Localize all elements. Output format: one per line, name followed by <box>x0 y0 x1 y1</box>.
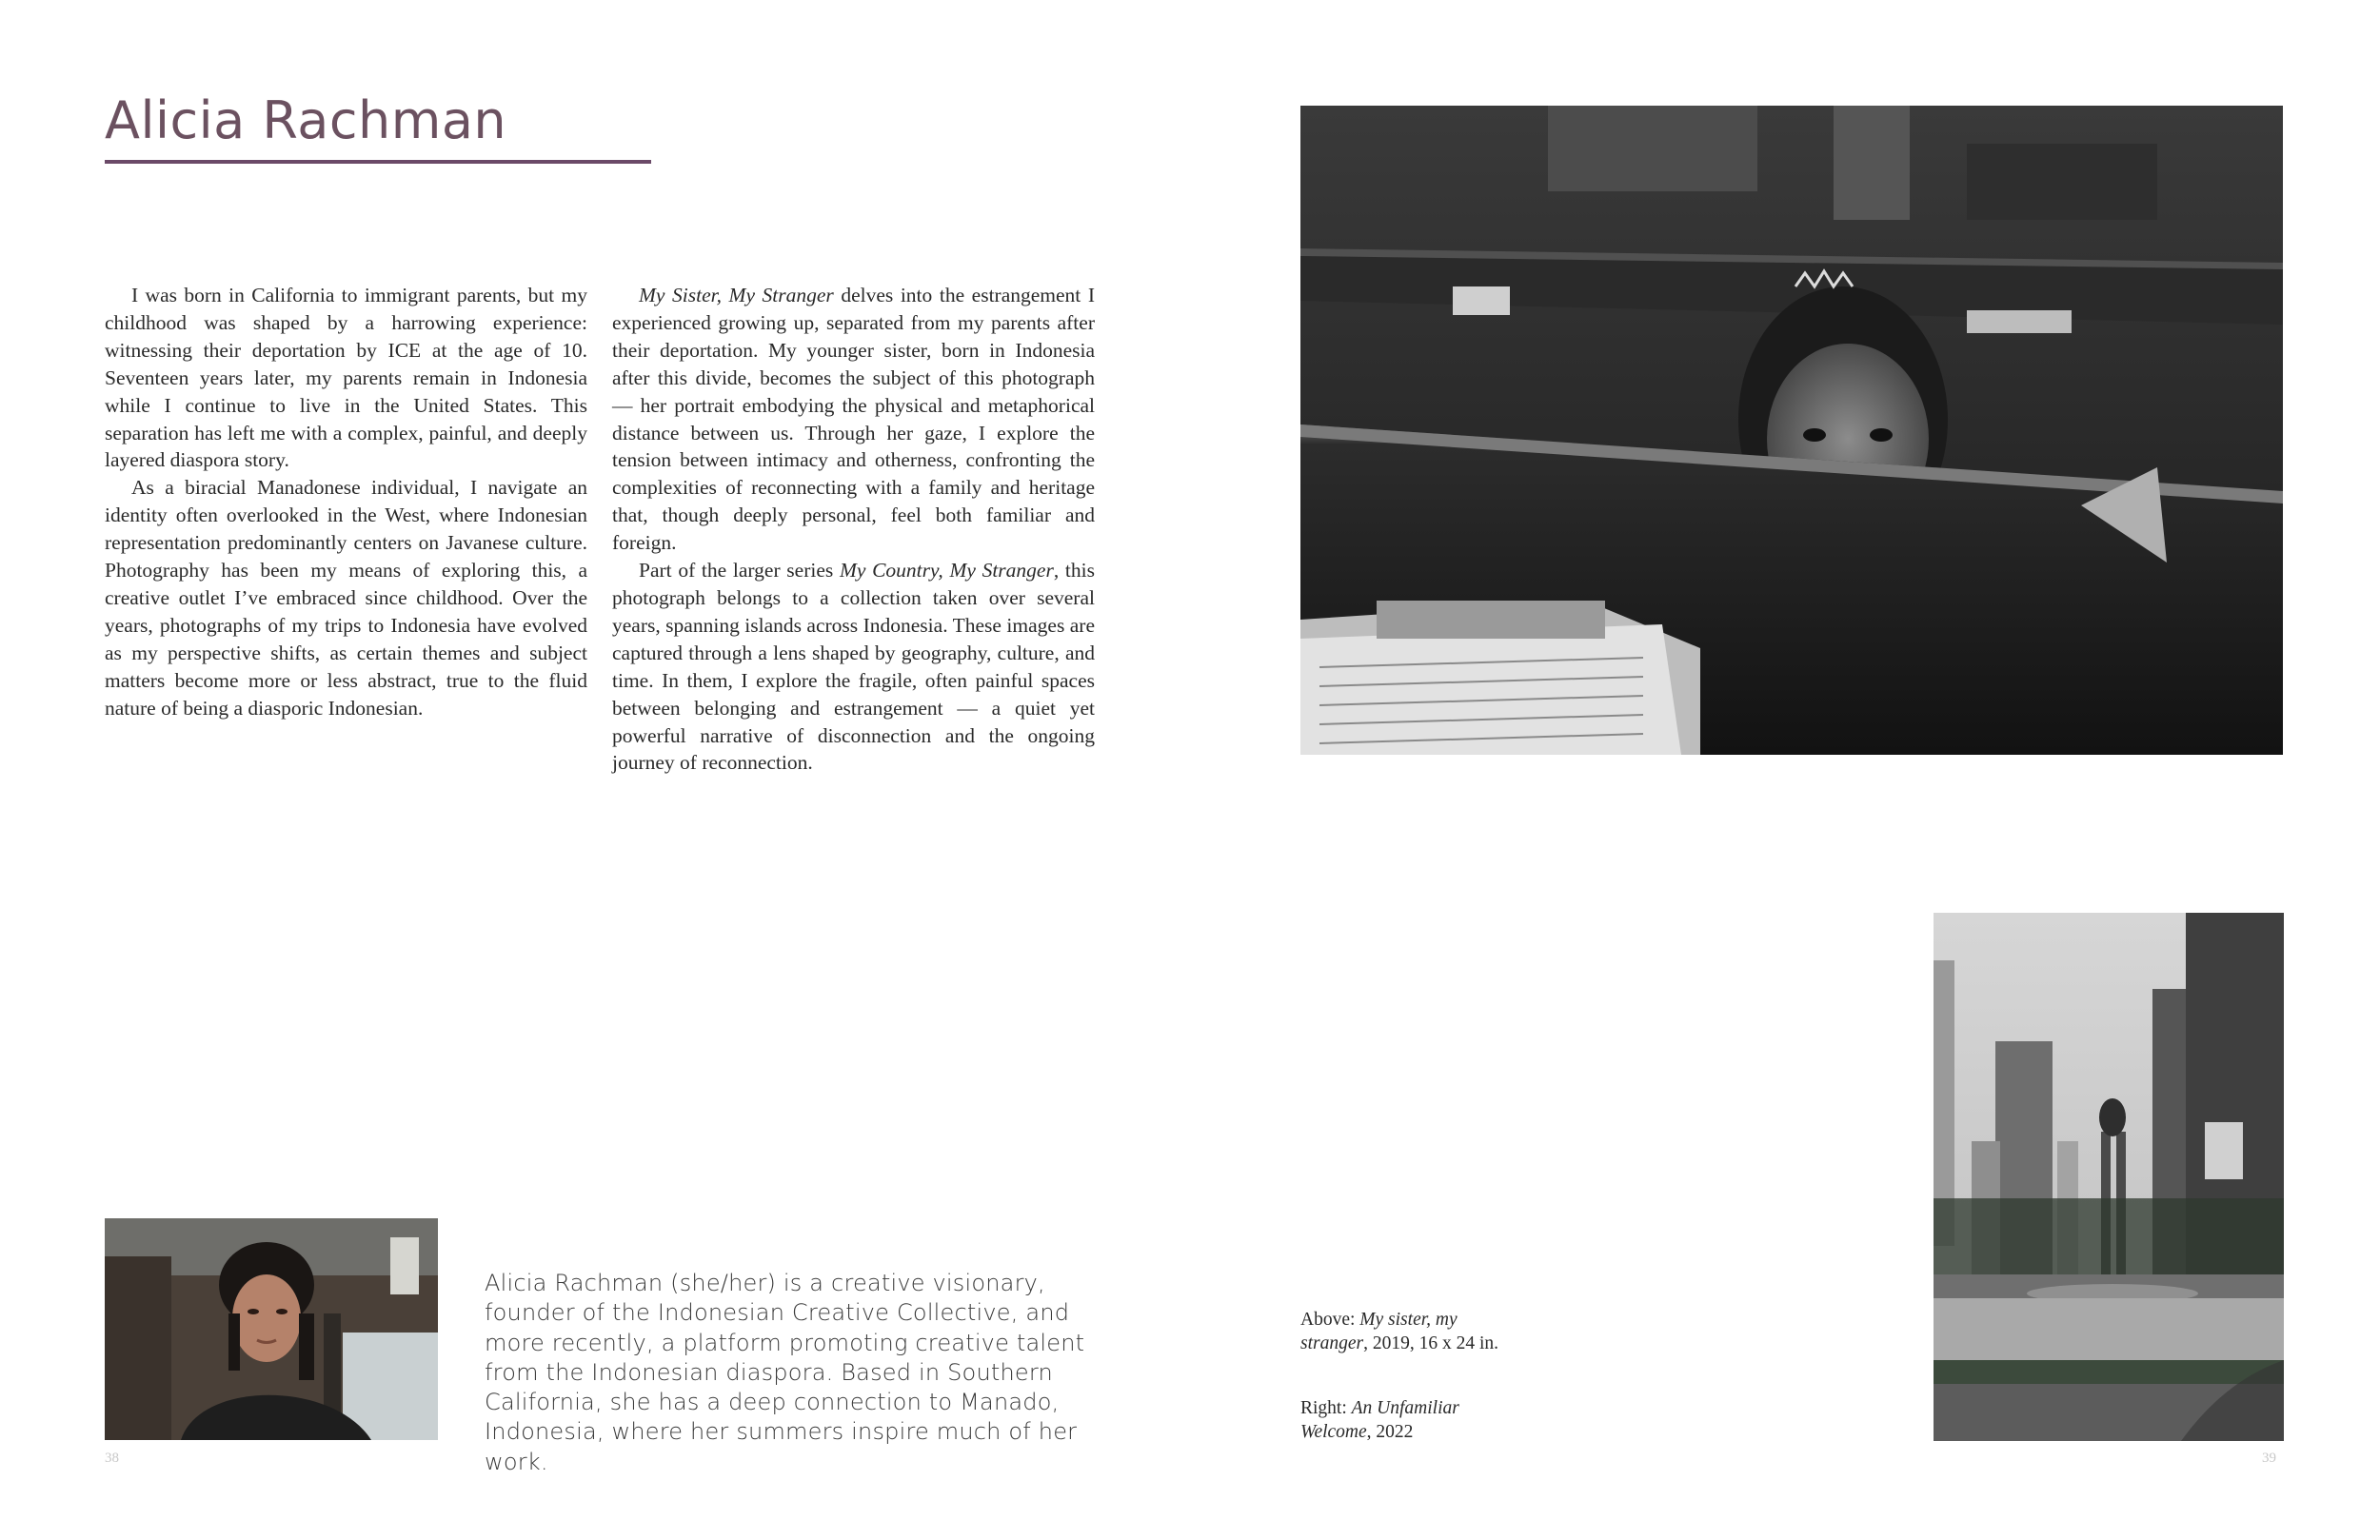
essay-column-right <box>612 282 1095 777</box>
page-number-right: 39 <box>2262 1451 2276 1466</box>
series-title: My Country, My Stranger <box>839 559 1054 582</box>
artist-bio: Alicia Rachman (she/her) is a creative visionary, founder of the Indonesian Creative Collective, and more recently, a platform promoting creative talent from the Indonesian diaspora. Based in Southern California, she has a deep connection to Manado, Indonesia, where her summers inspire much of her work. <box>485 1270 1085 1475</box>
title-underline <box>105 160 651 164</box>
work-title: My Sister, My Stranger <box>639 284 834 306</box>
caption-details: , 2022 <box>1366 1422 1414 1442</box>
essay-paragraph: As a biracial Manadonese individual, I navigate an identity often overlooked in the West, where Indonesian representation predominantly centers on Javanese culture. Photography has been my means of exploring this, a creative outlet I’ve embraced since childhood. Over the years, photographs of my trips to Indonesia have evolved as my perspective shifts, as certain themes and subject matters become more or less abstract, true to the fluid nature of being a diasporic Indonesian. <box>105 476 587 720</box>
caption-above <box>1300 1308 1519 1355</box>
artist-portrait-image <box>105 1218 438 1440</box>
photo-an-unfamiliar-welcome-image <box>1934 913 2284 1441</box>
essay-paragraph: I was born in California to immigrant parents, but my childhood was shaped by a harrowing experience: witnessing their deportation by ICE at the age of 10. Seventeen years later, my parents remain in Indonesia while I continue to live in the United States. This separation has left me with a complex, painful, and deeply layered diaspora story. <box>105 284 587 472</box>
essay-text: , this photograph belongs to a collection taken over several years, spanning islands across Indonesia. These images are captured through a lens shaped by geography, culture, and time. In them, I explore the fragile, often painful spaces between belonging and estrangement — a quiet yet powerful narrative of disconnection and the ongoing journey of reconnection. <box>612 559 1095 775</box>
essay-column-left <box>105 282 587 722</box>
page-title: Alicia Rachman <box>105 90 507 150</box>
photo-my-sister-my-stranger <box>1300 106 2283 755</box>
caption-work-title: An Unfamiliar Welcome <box>1300 1398 1459 1442</box>
caption-label: Right: <box>1300 1398 1352 1418</box>
essay-paragraph <box>612 282 1095 557</box>
caption-work-title: My sister, my stranger <box>1300 1310 1458 1353</box>
essay-paragraph <box>612 557 1095 777</box>
caption-right <box>1300 1396 1519 1444</box>
photo-an-unfamiliar-welcome <box>1934 913 2284 1441</box>
photo-my-sister-my-stranger-image <box>1300 106 2283 755</box>
essay-text: delves into the estrangement I experienced growing up, separated from my parents after their deportation. My younger sister, born in Indonesia after this divide, becomes the subject of this photograph — her portrait embodying the physical and metaphorical distance between us. Through her gaze, I explore the tension between intimacy and otherness, confronting the complexities of reconnecting with a family and heritage that, though deeply personal, feel both familiar and foreign. <box>612 284 1095 555</box>
caption-label: Above: <box>1300 1310 1360 1330</box>
essay-text: Part of the larger series <box>639 559 840 582</box>
caption-details: , 2019, 16 x 24 in. <box>1363 1333 1499 1353</box>
page-number-left: 38 <box>105 1451 119 1466</box>
artist-portrait-photo <box>105 1218 438 1440</box>
